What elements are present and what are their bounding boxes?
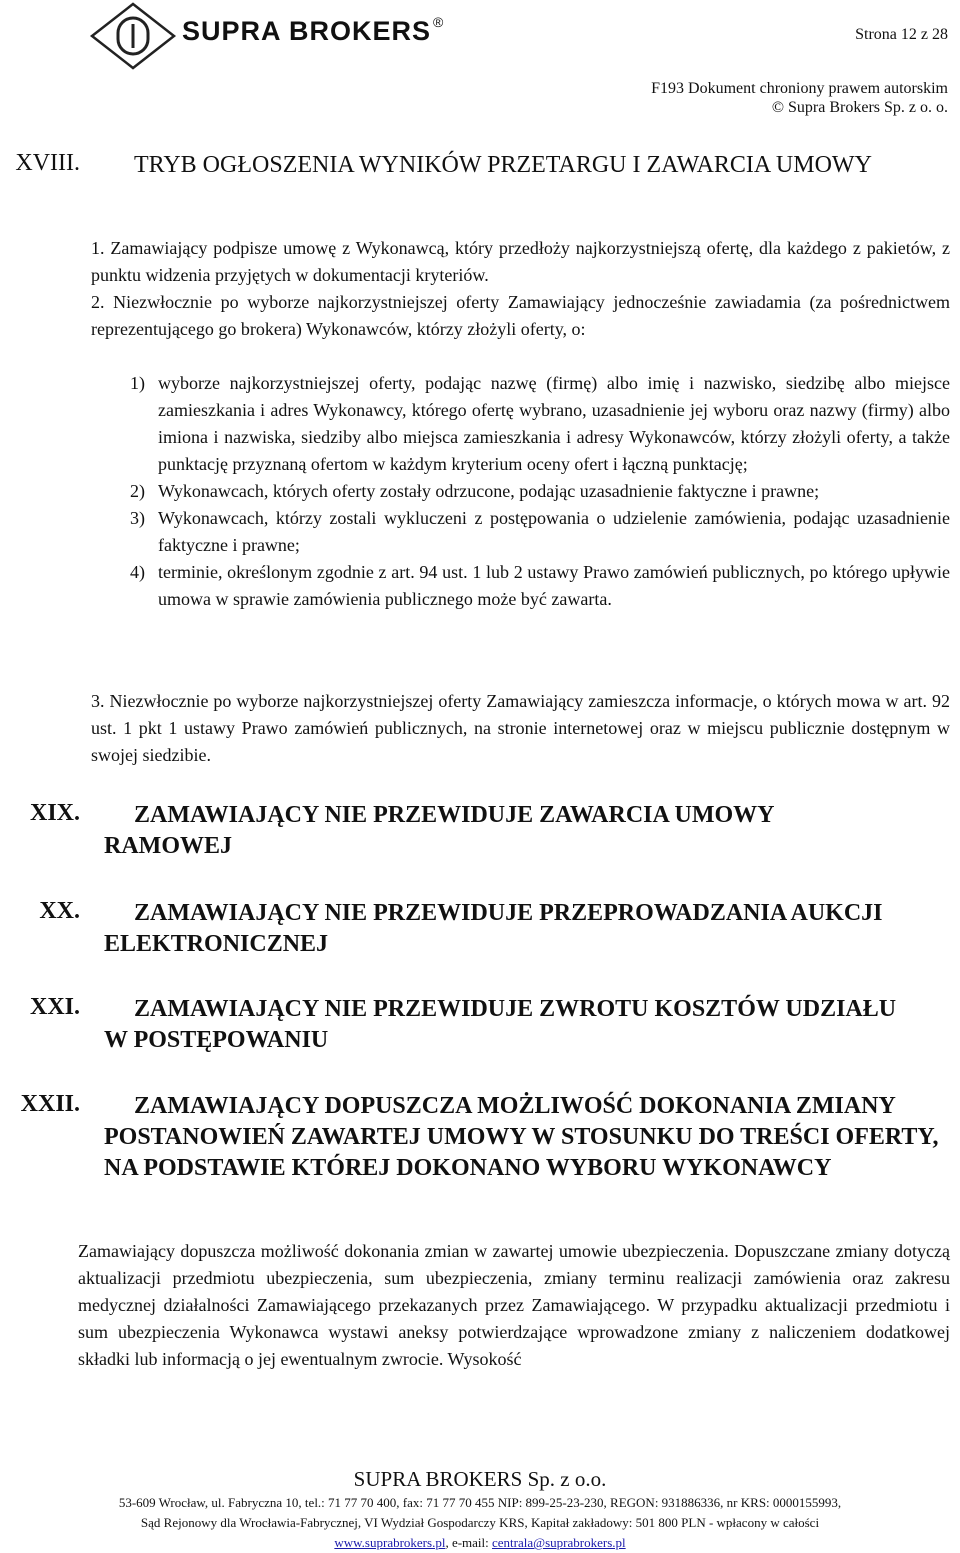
footer-address: 53-609 Wrocław, ul. Fabryczna 10, tel.: 71 77 70 400, fax: 71 77 70 455 NIP: 899-25-23-230, REGON: 931886336, nr KRS: 0000155993, [118,1495,842,1510]
section-number: XXI. [29,994,80,1020]
footer-registry: Sąd Rejonowy dla Wrocławia-Fabrycznej, VI Wydział Gospodarczy KRS, Kapitał zakładowy: 501 800 PLN - wpłacony w całości [140,1515,820,1530]
paragraph-1: 1. Zamawiający podpisze umowę z Wykonawcą, który przedłoży najkorzystniejszą ofertę, dla każdego z pakietów, z punktu widzenia przyjętych w dokumentacji kryteriów. [91,238,950,285]
section-title: ZAMAWIAJĄCY DOPUSZCZA MOŻLIWOŚĆ DOKONANIA ZMIANY POSTANOWIEŃ ZAWARTEJ UMOWY W STOSUNKU DO TREŚCI OFERTY, NA PODSTAWIE KTÓREJ DOKONANO WYBORU WYKONAWCY [104,1093,939,1181]
list-item: 2) Wykonawcach, których oferty zostały odrzucone, podając uzasadnienie faktyczne i prawne; [130,481,820,501]
section-number: XIX. [29,800,80,826]
paragraph-amendments: Zamawiający dopuszcza możliwość dokonania zmian w zawartej umowie ubezpieczenia. Dopuszczane zmiany dotyczą aktualizacji przedmiotu ubezpieczenia, sum ubezpieczenia, zmiany terminu realizacji zamówienia oraz zakresu medycznej działalności Zamawiającego przekazanych przez Zamawiającego. W przypadku aktualizacji przedmiotu i sum ubezpieczenia Wykonawca wystawi aneksy potwierdzające wprowadzone zmiany z naliczeniem dodatkowej składki lub informacją o jej ewentualnym zwrocie. Wysokość [78,1241,950,1369]
email-link[interactable]: centrala@suprabrokers.pl [492,1535,626,1550]
notification-list [130,370,950,613]
brand-name: SUPRA BROKERS ® [182,14,445,46]
footer-contact: www.suprabrokers.pl, e-mail: centrala@suprabrokers.pl [334,1535,626,1550]
page-footer [0,1465,960,1553]
section-title: ZAMAWIAJĄCY NIE PRZEWIDUJE ZWROTU KOSZTÓW UDZIAŁU W POSTĘPOWANIU [104,996,897,1053]
copyright-line: © Supra Brokers Sp. z o. o. [771,99,948,116]
list-item: 4) terminie, określonym zgodnie z art. 94 ust. 1 lub 2 ustawy Prawo zamówień publicznych, po którego upływie umowa w sprawie zamówienia publicznego może być zawarta. [130,562,950,609]
section-number: XX. [39,898,80,924]
section-title: TRYB OGŁOSZENIA WYNIKÓW PRZETARGU I ZAWARCIA UMOWY [134,152,872,178]
document-protection-line: F193 Dokument chroniony prawem autorskim [651,80,948,97]
diamond-logo-icon [88,2,178,70]
page-number: Strona 12 z 28 [855,26,948,43]
paragraph-2: 2. Niezwłocznie po wyborze najkorzystniejszej oferty Zamawiający jednocześnie zawiadamia (za pośrednictwem reprezentującego go brokera) Wykonawców, którzy złożyli oferty, o: [91,292,950,339]
company-logo [88,2,508,70]
paragraph-3: 3. Niezwłocznie po wyborze najkorzystniejszej oferty Zamawiający zamieszcza informacje, o których mowa w art. 92 ust. 1 pkt 1 ustawy Prawo zamówień publicznych, na stronie internetowej oraz w miejscu publicznie dostępnym w swojej siedzibie. [91,691,950,765]
copyright-notice [651,79,948,117]
section-title: ZAMAWIAJĄCY NIE PRZEWIDUJE PRZEPROWADZANIA AUKCJI ELEKTRONICZNEJ [104,900,883,957]
website-link[interactable]: www.suprabrokers.pl [334,1535,446,1550]
section-number: XVIII. [15,150,80,176]
list-item: 3) Wykonawcach, którzy zostali wykluczeni z postępowania o udzielenie zamówienia, podając uzasadnienie faktyczne i prawne; [130,508,950,555]
section-number: XXII. [20,1091,80,1117]
footer-company: SUPRA BROKERS Sp. z o.o. [353,1467,607,1491]
section-title: ZAMAWIAJĄCY NIE PRZEWIDUJE ZAWARCIA UMOWY RAMOWEJ [104,802,774,859]
list-item: 1) wyborze najkorzystniejszej oferty, podając nazwę (firmę) albo imię i nazwisko, siedzibę albo miejsce zamieszkania i adres Wykonawcy, którego ofertę wybrano, uzasadnienie jej wyboru oraz nazwy (firmy) albo imiona i nazwiska, siedziby albo miejsca zamieszkania i adresy Wykonawców, którzy złożyli oferty, a także punktację przyznaną ofertom w każdym kryterium oceny ofert i łączną punktację; [130,373,950,474]
